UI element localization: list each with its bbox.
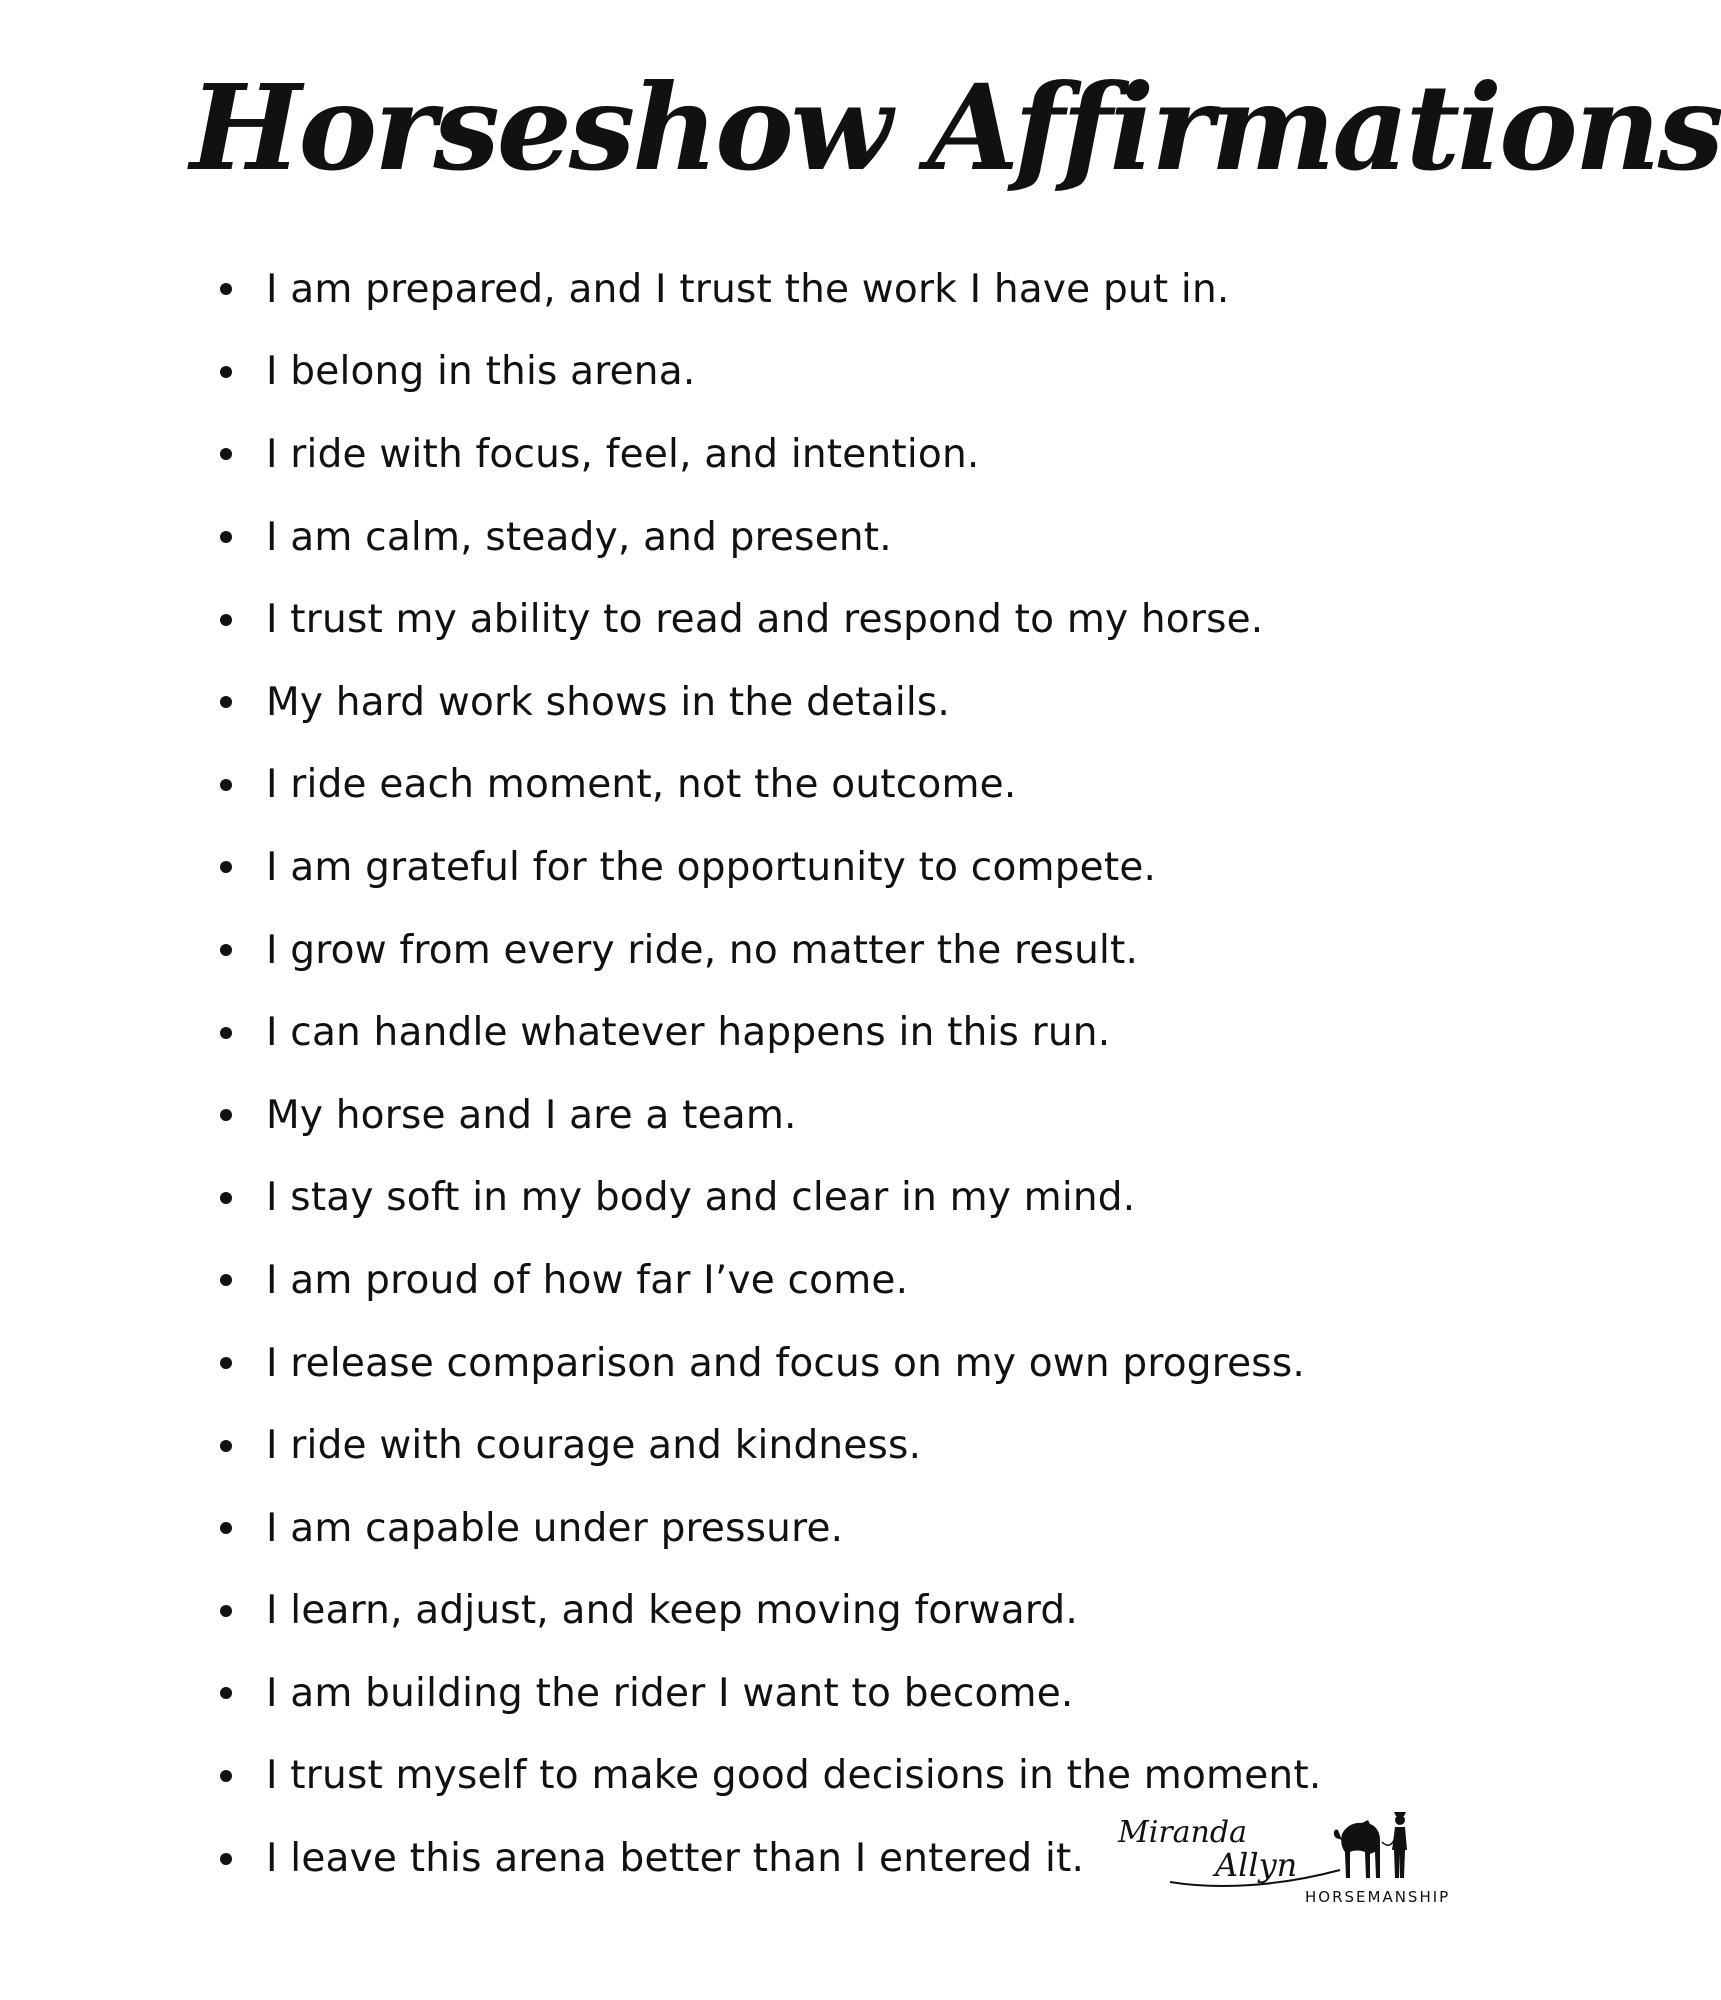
list-item (214, 991, 1321, 1074)
affirmation-text: I stay soft in my body and clear in my mind. (266, 1175, 1136, 1221)
list-item (214, 1487, 1321, 1570)
list-item (214, 744, 1321, 827)
affirmation-text: I leave this arena better than I entered it. (266, 1836, 1085, 1882)
list-item (214, 331, 1321, 414)
affirmation-text: I trust my ability to read and respond to my horse. (266, 597, 1264, 643)
affirmation-text: I release comparison and focus on my own progress. (266, 1340, 1305, 1386)
list-item (214, 1322, 1321, 1405)
list-item (214, 1404, 1321, 1487)
affirmations-list (214, 248, 1321, 1900)
affirmation-text: I am prepared, and I trust the work I have put in. (266, 266, 1230, 312)
affirmation-text: I am grateful for the opportunity to compete. (266, 844, 1157, 890)
horse-and-rider-silhouette-icon (1334, 1812, 1407, 1878)
affirmation-text: I am capable under pressure. (266, 1505, 844, 1551)
affirmation-text: My horse and I are a team. (266, 1092, 797, 1138)
logo-script-first: Miranda (1118, 1815, 1247, 1850)
logo-graphic (1110, 1790, 1451, 1910)
bullet-icon (220, 614, 232, 626)
list-item (214, 248, 1321, 331)
affirmation-text: I trust myself to make good decisions in the moment. (266, 1753, 1322, 1799)
bullet-icon (220, 366, 232, 378)
list-item (214, 1652, 1321, 1735)
bullet-icon (220, 1770, 232, 1782)
affirmation-text: I ride with courage and kindness. (266, 1423, 922, 1469)
affirmation-text: I am building the rider I want to become. (266, 1670, 1074, 1716)
affirmation-text: I grow from every ride, no matter the result. (266, 927, 1139, 973)
bullet-icon (220, 1109, 232, 1121)
bullet-icon (220, 1853, 232, 1865)
bullet-icon (220, 283, 232, 295)
bullet-icon (220, 1357, 232, 1369)
list-item (214, 413, 1321, 496)
affirmation-text: I ride each moment, not the outcome. (266, 762, 1017, 808)
list-item (214, 1239, 1321, 1322)
bullet-icon (220, 448, 232, 460)
affirmation-text: I learn, adjust, and keep moving forward. (266, 1588, 1078, 1634)
list-item (214, 496, 1321, 579)
list-item (214, 578, 1321, 661)
affirmation-text: I ride with focus, feel, and intention. (266, 431, 980, 477)
list-item (214, 909, 1321, 992)
list-item (214, 826, 1321, 909)
bullet-icon (220, 1522, 232, 1534)
bullet-icon (220, 531, 232, 543)
bullet-icon (220, 779, 232, 791)
list-item (214, 1074, 1321, 1157)
affirmation-text: I am calm, steady, and present. (266, 514, 892, 560)
bullet-icon (220, 1192, 232, 1204)
list-item (214, 1157, 1321, 1240)
bullet-icon (220, 696, 232, 708)
logo-wordmark: HORSEMANSHIP (1305, 1888, 1451, 1906)
list-item (214, 1570, 1321, 1653)
bullet-icon (220, 1274, 232, 1286)
affirmation-text: My hard work shows in the details. (266, 679, 951, 725)
brand-logo (1110, 1790, 1451, 1910)
bullet-icon (220, 861, 232, 873)
affirmation-text: I can handle whatever happens in this run. (266, 1010, 1111, 1056)
bullet-icon (220, 1027, 232, 1039)
affirmation-text: I am proud of how far I’ve come. (266, 1257, 909, 1303)
bullet-icon (220, 1440, 232, 1452)
page-title: Horseshow Affirmations (190, 58, 1721, 197)
bullet-icon (220, 1687, 232, 1699)
bullet-icon (220, 1605, 232, 1617)
bullet-icon (220, 944, 232, 956)
logo-script-last: Allyn (1215, 1846, 1298, 1884)
affirmation-text: I belong in this arena. (266, 349, 696, 395)
list-item (214, 661, 1321, 744)
